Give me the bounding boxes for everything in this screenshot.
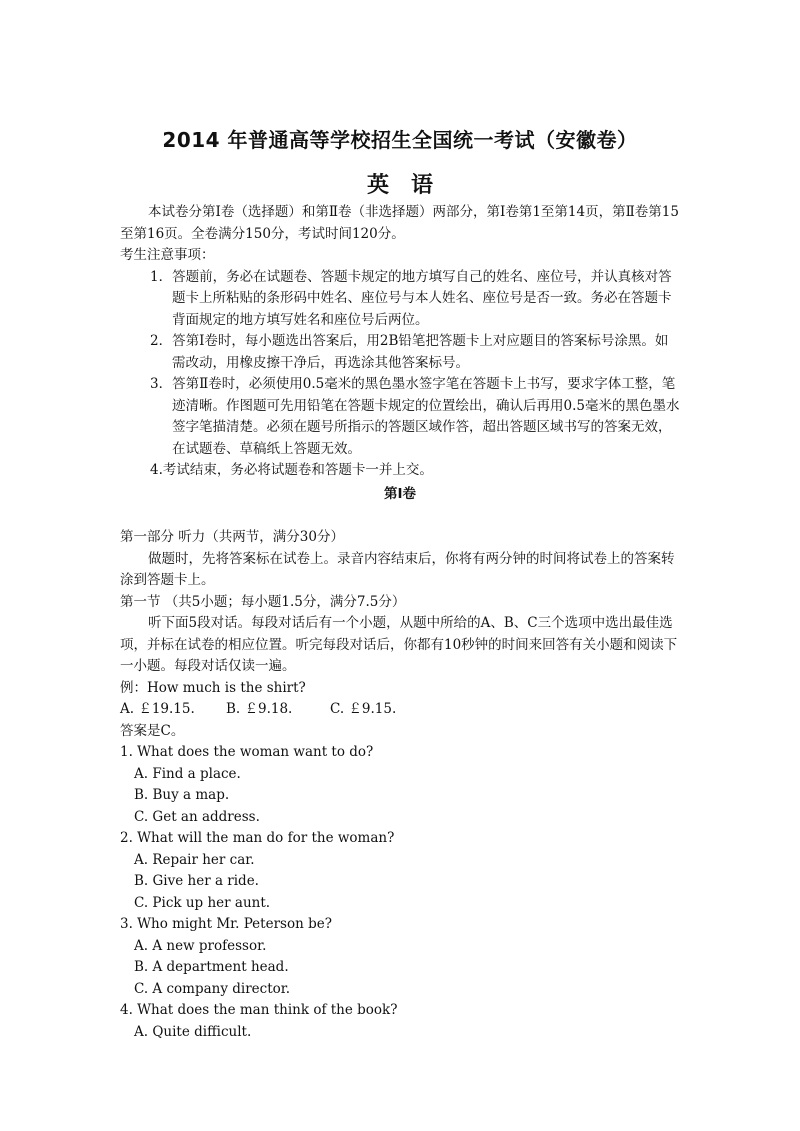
exam-body bbox=[120, 202, 680, 1043]
notice-item: 3．答第Ⅱ卷时，必须使用0.5毫米的黑色墨水签字笔在答题卡上书写，要求字体工整，笔迹清晰。作图题可先用铅笔在答题卡规定的位置绘出，确认后再用0.5毫米的黑色墨水签字笔描清楚。必须在题号所指示的答题区域作答，超出答题区域书写的答案无效，在试题卷、草稿纸上答题无效。 bbox=[150, 376, 680, 457]
question-2 bbox=[120, 828, 680, 914]
example-question: 例：How much is the shirt? bbox=[120, 679, 306, 696]
part1-instruction: 做题时，先将答案标在试卷上。录音内容结束后，你将有两分钟的时间将试卷上的答案转涂到答题卡上。 bbox=[120, 550, 675, 588]
question-3 bbox=[120, 914, 680, 1000]
question-option: B. Buy a map. bbox=[134, 787, 230, 803]
notice-item: 4.考试结束，务必将试题卷和答题卡一并上交。 bbox=[150, 462, 433, 478]
intro-paragraph: 本试卷分第Ⅰ卷（选择题）和第Ⅱ卷（非选择题）两部分，第Ⅰ卷第1至第14页，第Ⅱ卷第15至第16页。全卷满分150分，考试时间120分。 bbox=[120, 204, 679, 242]
question-stem: 3. Who might Mr. Peterson be? bbox=[120, 916, 332, 932]
notice-heading: 考生注意事项： bbox=[120, 247, 215, 263]
example-options bbox=[120, 699, 680, 721]
section1-instruction: 听下面5段对话。每段对话后有一个小题，从题中所给的A、B、C三个选项中选出最佳选项，并标在试卷的相应位置。听完每段对话后，你都有10秒钟的时间来回答有关小题和阅读下一小题。每段对话仅读一遍。 bbox=[120, 615, 678, 674]
notice-list bbox=[120, 267, 680, 482]
question-option: A. Quite difficult. bbox=[134, 1023, 252, 1040]
question-option: B. A department head. bbox=[134, 959, 289, 975]
question-stem: 1. What does the woman want to do? bbox=[120, 744, 374, 760]
example-answer: 答案是C。 bbox=[120, 722, 185, 739]
notice-item: 2．答第Ⅰ卷时，每小题选出答案后，用2B铅笔把答题卡上对应题目的答案标号涂黑。如需改动，用橡皮擦干净后，再选涂其他答案标号。 bbox=[150, 333, 669, 371]
question-stem: 2. What will the man do for the woman? bbox=[120, 830, 395, 846]
question-option: B. Give her a ride. bbox=[134, 873, 259, 889]
question-option: A. A new professor. bbox=[134, 937, 267, 954]
question-stem: 4. What does the man think of the book? bbox=[120, 1002, 398, 1018]
example-option: A. ￡19.15. bbox=[120, 701, 195, 717]
question-option: A. Repair her car. bbox=[134, 851, 255, 868]
example-option: B. ￡9.18. bbox=[226, 701, 293, 717]
exam-title: 2014 年普通高等学校招生全国统一考试（安徽卷） bbox=[162, 128, 638, 152]
question-option: C. Get an address. bbox=[134, 808, 260, 825]
subject-title: 英语 bbox=[366, 173, 455, 198]
question-option: C. Pick up her aunt. bbox=[134, 894, 271, 911]
section1-heading: 第一节 （共5小题；每小题1.5分，满分7.5分） bbox=[120, 593, 406, 610]
question-option: A. Find a place. bbox=[134, 765, 241, 782]
example-option: C. ￡9.15. bbox=[330, 701, 397, 717]
question-option: C. A company director. bbox=[134, 980, 291, 997]
question-1 bbox=[120, 742, 680, 828]
volume-label: 第Ⅰ卷 bbox=[383, 485, 417, 502]
part1-heading: 第一部分 听力（共两节，满分30分） bbox=[120, 529, 344, 545]
question-4 bbox=[120, 1000, 680, 1043]
notice-item: 1．答题前，务必在试题卷、答题卡规定的地方填写自己的姓名、座位号，并认真核对答题卡上所粘贴的条形码中姓名、座位号与本人姓名、座位号是否一致。务必在答题卡背面规定的地方填写姓名和座位号后两位。 bbox=[150, 268, 672, 328]
